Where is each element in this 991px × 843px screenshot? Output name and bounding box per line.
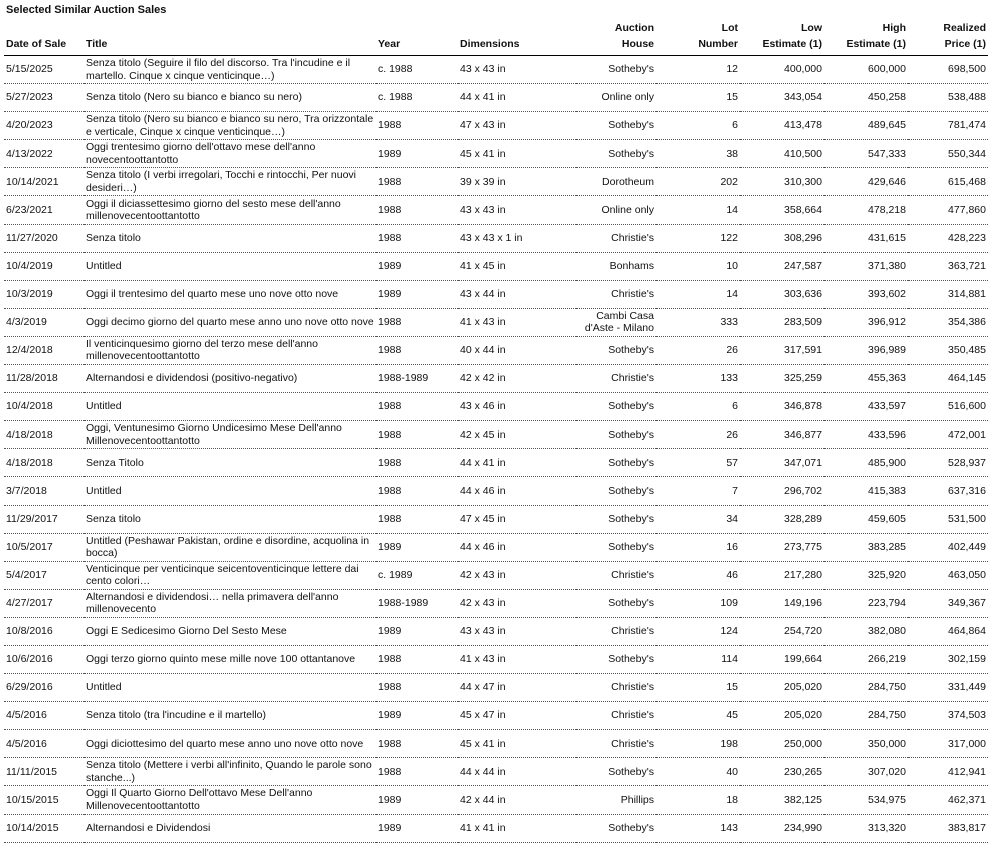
cell-title: Oggi trentesimo giorno dell'ottavo mese dell'anno novecentoottantotto — [84, 140, 376, 168]
cell-dimensions: 44 x 46 in — [458, 533, 576, 561]
cell-high-estimate: 600,000 — [824, 56, 908, 84]
cell-low-estimate: 400,000 — [740, 56, 824, 84]
cell-high-estimate: 433,597 — [824, 393, 908, 421]
table-row — [4, 786, 988, 814]
cell-year: 1988-1989 — [376, 365, 458, 393]
cell-year: 1988 — [376, 224, 458, 252]
cell-low-estimate: 382,125 — [740, 786, 824, 814]
cell-auction-house: Sotheby's — [576, 589, 656, 617]
cell-dimensions: 42 x 43 in — [458, 561, 576, 589]
cell-lot-number: 14 — [656, 280, 740, 308]
cell-lot-number: 46 — [656, 561, 740, 589]
cell-low-estimate: 234,990 — [740, 814, 824, 842]
cell-year: 1988 — [376, 393, 458, 421]
table-row — [4, 505, 988, 533]
cell-date: 10/8/2016 — [4, 617, 84, 645]
cell-title: Alternandosi e dividendosi (positivo-negativo) — [84, 365, 376, 393]
cell-title: Oggi decimo giorno del quarto mese anno uno nove otto nove — [84, 308, 376, 336]
cell-date: 6/23/2021 — [4, 196, 84, 224]
cell-title: Oggi, Ventunesimo Giorno Undicesimo Mese Dell'anno Millenovecentoottantotto — [84, 421, 376, 449]
cell-high-estimate: 382,080 — [824, 617, 908, 645]
table-row — [4, 730, 988, 758]
table-row — [4, 533, 988, 561]
table-row — [4, 393, 988, 421]
table-row — [4, 365, 988, 393]
cell-auction-house: Phillips — [576, 786, 656, 814]
table-row — [4, 702, 988, 730]
cell-auction-house: Christie's — [576, 674, 656, 702]
cell-dimensions: 43 x 44 in — [458, 280, 576, 308]
cell-date: 4/13/2022 — [4, 140, 84, 168]
cell-year: 1988 — [376, 730, 458, 758]
cell-auction-house: Sotheby's — [576, 758, 656, 786]
cell-high-estimate: 325,920 — [824, 561, 908, 589]
cell-dimensions: 43 x 43 in — [458, 617, 576, 645]
cell-realized-price: 349,367 — [908, 589, 988, 617]
cell-low-estimate: 343,054 — [740, 84, 824, 112]
table-body — [4, 56, 988, 843]
cell-title: Senza titolo (I verbi irregolari, Tocchi e rintocchi, Per nuovi desideri…) — [84, 168, 376, 196]
cell-low-estimate: 317,591 — [740, 336, 824, 364]
cell-high-estimate: 485,900 — [824, 449, 908, 477]
cell-auction-house: Christie's — [576, 617, 656, 645]
cell-title: Senza titolo (Nero su bianco e bianco su nero, Tra orizzontale e verticale, Cinque x cinque venticinque…) — [84, 112, 376, 140]
cell-low-estimate: 254,720 — [740, 617, 824, 645]
cell-lot-number: 38 — [656, 140, 740, 168]
cell-realized-price: 462,371 — [908, 786, 988, 814]
cell-lot-number: 333 — [656, 308, 740, 336]
cell-lot-number: 10 — [656, 252, 740, 280]
cell-year: 1988 — [376, 505, 458, 533]
cell-title: Venticinque per venticinque seicentoventicinque lettere dai cento colori… — [84, 561, 376, 589]
cell-auction-house: Sotheby's — [576, 336, 656, 364]
cell-title: Oggi diciottesimo del quarto mese anno uno nove otto nove — [84, 730, 376, 758]
cell-dimensions: 45 x 41 in — [458, 140, 576, 168]
cell-dimensions: 43 x 43 in — [458, 56, 576, 84]
cell-date: 5/4/2017 — [4, 561, 84, 589]
cell-dimensions: 42 x 45 in — [458, 421, 576, 449]
cell-date: 10/14/2021 — [4, 168, 84, 196]
cell-title: Alternandosi e dividendosi… nella primavera dell'anno millenovecento — [84, 589, 376, 617]
table-header-row — [4, 20, 988, 56]
cell-lot-number: 7 — [656, 477, 740, 505]
cell-high-estimate: 393,602 — [824, 280, 908, 308]
cell-date: 4/5/2016 — [4, 702, 84, 730]
cell-date: 11/29/2017 — [4, 505, 84, 533]
cell-year: 1988 — [376, 449, 458, 477]
cell-lot-number: 124 — [656, 617, 740, 645]
cell-title: Oggi il diciassettesimo giorno del sesto mese dell'anno millenovecentoottantotto — [84, 196, 376, 224]
header-auction-house: Auction House — [576, 20, 656, 56]
table-row — [4, 645, 988, 673]
cell-auction-house: Christie's — [576, 730, 656, 758]
cell-title: Untitled — [84, 252, 376, 280]
cell-date: 12/4/2018 — [4, 336, 84, 364]
cell-lot-number: 133 — [656, 365, 740, 393]
cell-date: 4/18/2018 — [4, 421, 84, 449]
cell-date: 5/15/2025 — [4, 56, 84, 84]
cell-lot-number: 109 — [656, 589, 740, 617]
cell-date: 6/29/2016 — [4, 674, 84, 702]
table-row — [4, 617, 988, 645]
cell-year: 1988 — [376, 674, 458, 702]
header-title: Title — [84, 20, 376, 56]
cell-realized-price: 698,500 — [908, 56, 988, 84]
cell-low-estimate: 296,702 — [740, 477, 824, 505]
cell-low-estimate: 410,500 — [740, 140, 824, 168]
cell-dimensions: 42 x 44 in — [458, 786, 576, 814]
cell-dimensions: 41 x 43 in — [458, 645, 576, 673]
cell-year: c. 1989 — [376, 561, 458, 589]
cell-title: Oggi Il Quarto Giorno Dell'ottavo Mese Dell'anno Millenovecentoottantotto — [84, 786, 376, 814]
cell-year: 1989 — [376, 252, 458, 280]
cell-realized-price: 383,817 — [908, 814, 988, 842]
cell-lot-number: 122 — [656, 224, 740, 252]
table-row — [4, 280, 988, 308]
cell-year: 1989 — [376, 702, 458, 730]
cell-high-estimate: 450,258 — [824, 84, 908, 112]
cell-dimensions: 44 x 41 in — [458, 449, 576, 477]
cell-dimensions: 41 x 41 in — [458, 814, 576, 842]
cell-dimensions: 47 x 45 in — [458, 505, 576, 533]
cell-realized-price: 331,449 — [908, 674, 988, 702]
cell-realized-price: 314,881 — [908, 280, 988, 308]
cell-lot-number: 26 — [656, 336, 740, 364]
table-row — [4, 140, 988, 168]
cell-low-estimate: 346,877 — [740, 421, 824, 449]
cell-realized-price: 464,864 — [908, 617, 988, 645]
cell-lot-number: 15 — [656, 674, 740, 702]
cell-high-estimate: 547,333 — [824, 140, 908, 168]
cell-lot-number: 15 — [656, 84, 740, 112]
cell-title: Senza titolo — [84, 224, 376, 252]
header-low-estimate: Low Estimate (1) — [740, 20, 824, 56]
cell-lot-number: 57 — [656, 449, 740, 477]
cell-high-estimate: 223,794 — [824, 589, 908, 617]
cell-year: 1989 — [376, 140, 458, 168]
cell-auction-house: Sotheby's — [576, 56, 656, 84]
cell-dimensions: 44 x 46 in — [458, 477, 576, 505]
cell-title: Untitled (Peshawar Pakistan, ordine e disordine, acquolina in bocca) — [84, 533, 376, 561]
cell-date: 11/28/2018 — [4, 365, 84, 393]
cell-high-estimate: 371,380 — [824, 252, 908, 280]
cell-realized-price: 317,000 — [908, 730, 988, 758]
cell-year: 1988 — [376, 308, 458, 336]
cell-high-estimate: 415,383 — [824, 477, 908, 505]
cell-realized-price: 637,316 — [908, 477, 988, 505]
cell-title: Alternandosi e Dividendosi — [84, 814, 376, 842]
cell-date: 11/11/2015 — [4, 758, 84, 786]
table-row — [4, 84, 988, 112]
header-realized-price: Realized Price (1) — [908, 20, 988, 56]
cell-lot-number: 18 — [656, 786, 740, 814]
cell-dimensions: 43 x 46 in — [458, 393, 576, 421]
cell-dimensions: 44 x 41 in — [458, 84, 576, 112]
cell-title: Oggi terzo giorno quinto mese mille nove 100 ottantanove — [84, 645, 376, 673]
cell-high-estimate: 431,615 — [824, 224, 908, 252]
cell-dimensions: 42 x 42 in — [458, 365, 576, 393]
cell-auction-house: Bonhams — [576, 252, 656, 280]
cell-low-estimate: 250,000 — [740, 730, 824, 758]
cell-low-estimate: 247,587 — [740, 252, 824, 280]
cell-realized-price: 350,485 — [908, 336, 988, 364]
cell-lot-number: 202 — [656, 168, 740, 196]
cell-year: 1989 — [376, 617, 458, 645]
table-row — [4, 561, 988, 589]
cell-dimensions: 43 x 43 in — [458, 196, 576, 224]
cell-date: 4/27/2017 — [4, 589, 84, 617]
cell-dimensions: 44 x 47 in — [458, 674, 576, 702]
cell-lot-number: 143 — [656, 814, 740, 842]
table-row — [4, 336, 988, 364]
cell-date: 5/27/2023 — [4, 84, 84, 112]
cell-year: 1988 — [376, 336, 458, 364]
cell-date: 4/5/2016 — [4, 730, 84, 758]
cell-realized-price: 516,600 — [908, 393, 988, 421]
cell-year: 1989 — [376, 786, 458, 814]
cell-low-estimate: 230,265 — [740, 758, 824, 786]
cell-realized-price: 531,500 — [908, 505, 988, 533]
cell-low-estimate: 283,509 — [740, 308, 824, 336]
cell-high-estimate: 266,219 — [824, 645, 908, 673]
cell-low-estimate: 325,259 — [740, 365, 824, 393]
cell-year: 1988-1989 — [376, 589, 458, 617]
cell-realized-price: 428,223 — [908, 224, 988, 252]
cell-title: Untitled — [84, 393, 376, 421]
cell-dimensions: 41 x 43 in — [458, 308, 576, 336]
header-year: Year — [376, 20, 458, 56]
cell-auction-house: Dorotheum — [576, 168, 656, 196]
cell-low-estimate: 273,775 — [740, 533, 824, 561]
auction-sales-table — [4, 20, 988, 843]
cell-year: 1988 — [376, 758, 458, 786]
cell-year: 1988 — [376, 196, 458, 224]
cell-auction-house: Christie's — [576, 280, 656, 308]
cell-dimensions: 41 x 45 in — [458, 252, 576, 280]
table-row — [4, 112, 988, 140]
table-row — [4, 308, 988, 336]
cell-lot-number: 12 — [656, 56, 740, 84]
cell-realized-price: 781,474 — [908, 112, 988, 140]
cell-title: Senza titolo (Seguire il filo del discorso. Tra l'incudine e il martello. Cinque x cinque venticinque…) — [84, 56, 376, 84]
cell-date: 10/3/2019 — [4, 280, 84, 308]
cell-low-estimate: 205,020 — [740, 674, 824, 702]
table-row — [4, 449, 988, 477]
cell-year: 1988 — [376, 112, 458, 140]
cell-high-estimate: 478,218 — [824, 196, 908, 224]
cell-low-estimate: 217,280 — [740, 561, 824, 589]
cell-date: 10/6/2016 — [4, 645, 84, 673]
cell-date: 4/18/2018 — [4, 449, 84, 477]
cell-realized-price: 412,941 — [908, 758, 988, 786]
cell-auction-house: Christie's — [576, 561, 656, 589]
cell-year: c. 1988 — [376, 84, 458, 112]
header-lot-number: Lot Number — [656, 20, 740, 56]
cell-low-estimate: 149,196 — [740, 589, 824, 617]
cell-auction-house: Cambi Casa d'Aste - Milano — [576, 308, 656, 336]
cell-auction-house: Sotheby's — [576, 449, 656, 477]
cell-low-estimate: 413,478 — [740, 112, 824, 140]
cell-lot-number: 16 — [656, 533, 740, 561]
cell-lot-number: 6 — [656, 112, 740, 140]
cell-high-estimate: 459,605 — [824, 505, 908, 533]
cell-auction-house: Sotheby's — [576, 421, 656, 449]
cell-auction-house: Sotheby's — [576, 112, 656, 140]
cell-high-estimate: 433,596 — [824, 421, 908, 449]
cell-high-estimate: 534,975 — [824, 786, 908, 814]
cell-auction-house: Sotheby's — [576, 533, 656, 561]
cell-title: Senza titolo (Mettere i verbi all'infinito, Quando le parole sono stanche...) — [84, 758, 376, 786]
cell-date: 10/4/2018 — [4, 393, 84, 421]
cell-high-estimate: 284,750 — [824, 674, 908, 702]
cell-high-estimate: 383,285 — [824, 533, 908, 561]
cell-dimensions: 47 x 43 in — [458, 112, 576, 140]
cell-date: 11/27/2020 — [4, 224, 84, 252]
cell-realized-price: 550,344 — [908, 140, 988, 168]
table-row — [4, 224, 988, 252]
cell-lot-number: 6 — [656, 393, 740, 421]
cell-lot-number: 34 — [656, 505, 740, 533]
cell-auction-house: Online only — [576, 84, 656, 112]
cell-date: 10/14/2015 — [4, 814, 84, 842]
cell-low-estimate: 199,664 — [740, 645, 824, 673]
page-title: Selected Similar Auction Sales — [6, 4, 167, 16]
cell-low-estimate: 205,020 — [740, 702, 824, 730]
cell-realized-price: 302,159 — [908, 645, 988, 673]
cell-title: Senza Titolo — [84, 449, 376, 477]
cell-low-estimate: 346,878 — [740, 393, 824, 421]
cell-dimensions: 45 x 47 in — [458, 702, 576, 730]
cell-lot-number: 40 — [656, 758, 740, 786]
cell-year: c. 1988 — [376, 56, 458, 84]
header-dimensions: Dimensions — [458, 20, 576, 56]
cell-dimensions: 40 x 44 in — [458, 336, 576, 364]
cell-realized-price: 374,503 — [908, 702, 988, 730]
cell-high-estimate: 284,750 — [824, 702, 908, 730]
cell-dimensions: 44 x 44 in — [458, 758, 576, 786]
cell-title: Oggi il trentesimo del quarto mese uno nove otto nove — [84, 280, 376, 308]
table-row — [4, 252, 988, 280]
table-row — [4, 421, 988, 449]
cell-year: 1988 — [376, 477, 458, 505]
table-row — [4, 589, 988, 617]
cell-date: 10/4/2019 — [4, 252, 84, 280]
cell-realized-price: 472,001 — [908, 421, 988, 449]
cell-lot-number: 26 — [656, 421, 740, 449]
cell-dimensions: 45 x 41 in — [458, 730, 576, 758]
cell-title: Senza titolo (Nero su bianco e bianco su nero) — [84, 84, 376, 112]
cell-realized-price: 615,468 — [908, 168, 988, 196]
cell-high-estimate: 350,000 — [824, 730, 908, 758]
table-row — [4, 56, 988, 84]
cell-year: 1989 — [376, 280, 458, 308]
cell-low-estimate: 328,289 — [740, 505, 824, 533]
cell-year: 1988 — [376, 645, 458, 673]
cell-title: Untitled — [84, 477, 376, 505]
table-row — [4, 196, 988, 224]
cell-auction-house: Sotheby's — [576, 140, 656, 168]
cell-auction-house: Sotheby's — [576, 814, 656, 842]
cell-auction-house: Christie's — [576, 224, 656, 252]
cell-year: 1989 — [376, 533, 458, 561]
cell-high-estimate: 307,020 — [824, 758, 908, 786]
cell-realized-price: 463,050 — [908, 561, 988, 589]
cell-realized-price: 477,860 — [908, 196, 988, 224]
cell-date: 10/15/2015 — [4, 786, 84, 814]
cell-lot-number: 14 — [656, 196, 740, 224]
cell-dimensions: 42 x 43 in — [458, 589, 576, 617]
cell-high-estimate: 429,646 — [824, 168, 908, 196]
table-row — [4, 477, 988, 505]
cell-date: 4/20/2023 — [4, 112, 84, 140]
cell-title: Il venticinquesimo giorno del terzo mese dell'anno millenovecentoottantotto — [84, 336, 376, 364]
cell-auction-house: Sotheby's — [576, 393, 656, 421]
cell-low-estimate: 347,071 — [740, 449, 824, 477]
cell-high-estimate: 396,989 — [824, 336, 908, 364]
cell-low-estimate: 308,296 — [740, 224, 824, 252]
cell-low-estimate: 358,664 — [740, 196, 824, 224]
cell-date: 10/5/2017 — [4, 533, 84, 561]
cell-lot-number: 198 — [656, 730, 740, 758]
cell-year: 1988 — [376, 168, 458, 196]
cell-realized-price: 538,488 — [908, 84, 988, 112]
cell-auction-house: Online only — [576, 196, 656, 224]
table-row — [4, 814, 988, 842]
cell-title: Senza titolo (tra l'incudine e il martello) — [84, 702, 376, 730]
cell-high-estimate: 489,645 — [824, 112, 908, 140]
table-row — [4, 168, 988, 196]
cell-auction-house: Sotheby's — [576, 645, 656, 673]
cell-high-estimate: 396,912 — [824, 308, 908, 336]
cell-auction-house: Christie's — [576, 365, 656, 393]
header-high-estimate: High Estimate (1) — [824, 20, 908, 56]
cell-realized-price: 528,937 — [908, 449, 988, 477]
cell-auction-house: Sotheby's — [576, 477, 656, 505]
cell-title: Senza titolo — [84, 505, 376, 533]
cell-dimensions: 43 x 43 x 1 in — [458, 224, 576, 252]
cell-auction-house: Christie's — [576, 702, 656, 730]
cell-realized-price: 354,386 — [908, 308, 988, 336]
cell-high-estimate: 455,363 — [824, 365, 908, 393]
cell-lot-number: 45 — [656, 702, 740, 730]
cell-date: 4/3/2019 — [4, 308, 84, 336]
cell-low-estimate: 303,636 — [740, 280, 824, 308]
cell-date: 3/7/2018 — [4, 477, 84, 505]
cell-realized-price: 402,449 — [908, 533, 988, 561]
cell-title: Oggi E Sedicesimo Giorno Del Sesto Mese — [84, 617, 376, 645]
cell-dimensions: 39 x 39 in — [458, 168, 576, 196]
header-date: Date of Sale — [4, 20, 84, 56]
cell-high-estimate: 313,320 — [824, 814, 908, 842]
cell-realized-price: 363,721 — [908, 252, 988, 280]
cell-year: 1988 — [376, 421, 458, 449]
cell-title: Untitled — [84, 674, 376, 702]
cell-year: 1989 — [376, 814, 458, 842]
table-row — [4, 674, 988, 702]
cell-auction-house: Sotheby's — [576, 505, 656, 533]
cell-realized-price: 464,145 — [908, 365, 988, 393]
cell-lot-number: 114 — [656, 645, 740, 673]
table-row — [4, 758, 988, 786]
cell-low-estimate: 310,300 — [740, 168, 824, 196]
